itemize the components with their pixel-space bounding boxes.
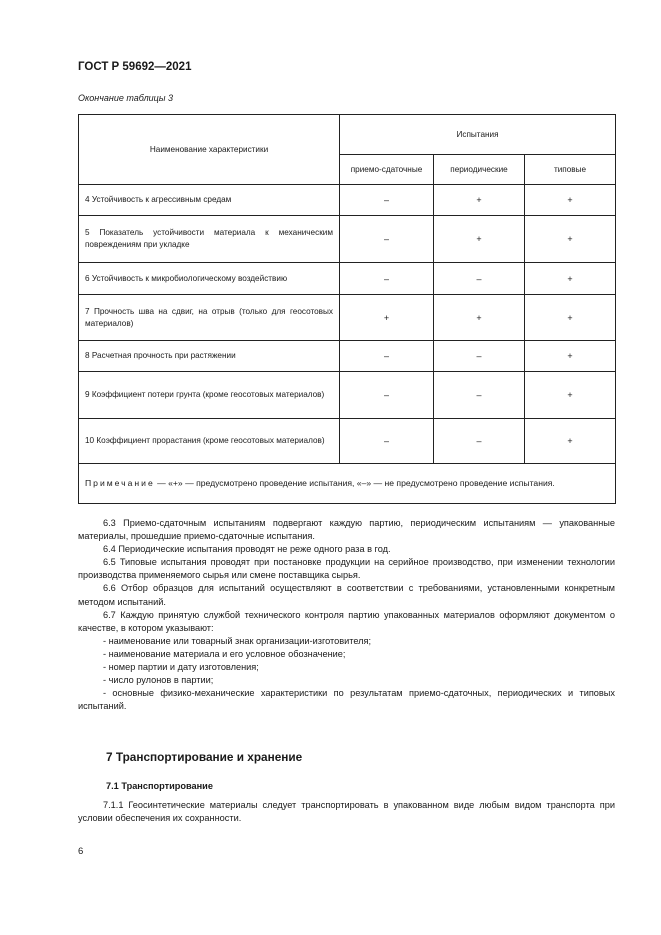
cell-acceptance: – (340, 419, 434, 464)
section-title: 7 Транспортирование и хранение (106, 750, 303, 764)
cell-periodic: – (434, 263, 525, 295)
list-item: - наименование материала и его условное обозначение; (103, 648, 346, 659)
paragraph-6-3: 6.3 Приемо-сдаточным испытаниям подвергают каждую партию, периодическим испытаниям — упакованные материалы, прошедшие приемо-сдаточные испытания. (78, 518, 615, 542)
cell-acceptance: + (340, 295, 434, 341)
table-caption: Окончание таблицы 3 (78, 93, 173, 103)
paragraph-7-1-1: 7.1.1 Геосинтетические материалы следует транспортировать в упакованном виде любым видом транспорта при условии обеспечения их сохранности. (78, 800, 615, 824)
table-row (79, 216, 616, 263)
cell-periodic: + (434, 295, 525, 341)
body-text (78, 517, 615, 713)
list-item: - основные физико-механические характеристики по результатам приемо-сдаточных, периодических и типовых испытаний. (78, 688, 615, 712)
cell-periodic: + (434, 185, 525, 216)
row-name: 4 Устойчивость к агрессивным средам (79, 185, 340, 216)
list-item: - наименование или товарный знак организации-изготовителя; (103, 635, 372, 646)
list-item: - номер партии и дату изготовления; (103, 662, 259, 673)
cell-periodic: – (434, 372, 525, 419)
table-row (79, 263, 616, 295)
cell-acceptance: – (340, 185, 434, 216)
cell-type: + (525, 263, 616, 295)
cell-acceptance: – (340, 216, 434, 263)
row-name: 9 Коэффициент потери грунта (кроме геосотовых материалов) (79, 372, 340, 419)
header-characteristic: Наименование характеристики (79, 115, 340, 185)
paragraph-6-5: 6.5 Типовые испытания проводят при постановке продукции на серийное производство, при изменении технологии производства применяемого сырья или смене поставщика сырья. (78, 557, 615, 581)
cell-periodic: – (434, 341, 525, 372)
table-row (79, 372, 616, 419)
note-text: — «+» — предусмотрено проведение испытания, «–» — не предусмотрено проведение испытания. (154, 478, 555, 488)
paragraph-6-7: 6.7 Каждую принятую службой технического контроля партию упакованных материалов оформляют документом о качестве, в котором указывают: (78, 609, 615, 633)
cell-type: + (525, 216, 616, 263)
row-name: 7 Прочность шва на сдвиг, на отрыв (только для геосотовых материалов) (79, 295, 340, 341)
tests-table (78, 114, 616, 504)
header-periodic: периодические (434, 155, 525, 185)
cell-type: + (525, 185, 616, 216)
cell-periodic: + (434, 216, 525, 263)
table-row (79, 295, 616, 341)
paragraph-6-4: 6.4 Периодические испытания проводят не реже одного раза в год. (103, 544, 391, 555)
paragraph-6-6: 6.6 Отбор образцов для испытаний осуществляют в соответствии с требованиями, установленными конкретным методом испытаний. (78, 583, 615, 607)
table-row (79, 185, 616, 216)
row-name: 10 Коэффициент прорастания (кроме геосотовых материалов) (79, 419, 340, 464)
table-note-row (79, 464, 616, 504)
page-number: 6 (78, 846, 84, 857)
subsection-title: 7.1 Транспортирование (106, 781, 213, 791)
row-name: 6 Устойчивость к микробиологическому воздействию (79, 263, 340, 295)
cell-periodic: – (434, 419, 525, 464)
cell-acceptance: – (340, 341, 434, 372)
header-tests: Испытания (340, 115, 616, 155)
standard-designation: ГОСТ Р 59692—2021 (78, 61, 192, 73)
table-note (79, 464, 616, 504)
header-type: типовые (525, 155, 616, 185)
section-body (78, 799, 615, 825)
table-row (79, 419, 616, 464)
header-acceptance: приемо-сдаточные (340, 155, 434, 185)
cell-acceptance: – (340, 372, 434, 419)
note-label: Примечание (85, 478, 155, 488)
cell-type: + (525, 372, 616, 419)
row-name: 8 Расчетная прочность при растяжении (79, 341, 340, 372)
cell-type: + (525, 419, 616, 464)
cell-acceptance: – (340, 263, 434, 295)
cell-type: + (525, 295, 616, 341)
row-name: 5 Показатель устойчивости материала к механическим повреждениям при укладке (79, 216, 340, 263)
list-item: - число рулонов в партии; (103, 675, 214, 686)
table-row (79, 341, 616, 372)
cell-type: + (525, 341, 616, 372)
